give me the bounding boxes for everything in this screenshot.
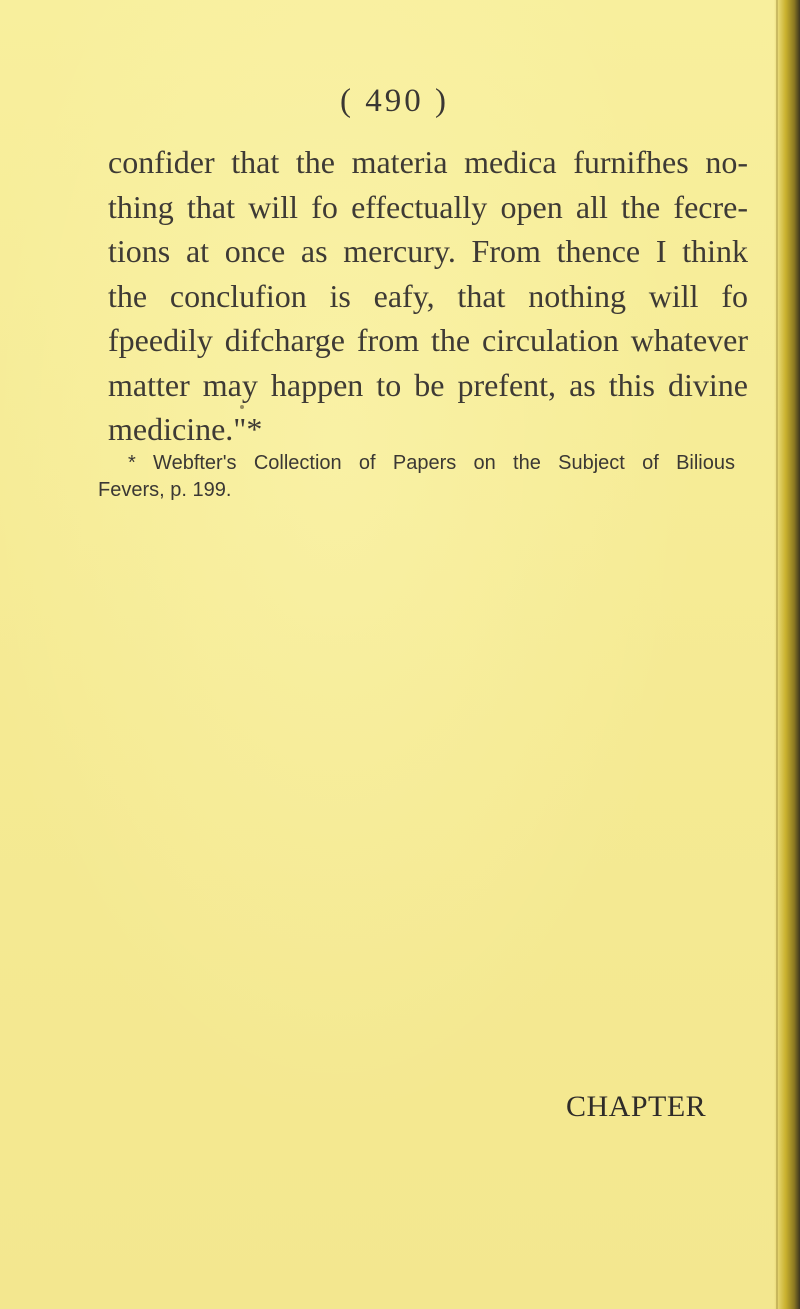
body-line: tions at once as mercury. From thence I think bbox=[108, 233, 748, 269]
body-line: fpeedily difcharge from the circulation whatever bbox=[108, 322, 748, 358]
body-paragraph bbox=[108, 140, 748, 452]
book-spine-edge bbox=[774, 0, 800, 1309]
body-line: confider that the materia medica furnifhes no- bbox=[108, 144, 748, 180]
body-line: thing that will fo effectually open all the fecre- bbox=[108, 188, 748, 225]
footnote bbox=[98, 450, 735, 504]
bleed-through-text bbox=[420, 590, 428, 627]
body-line: medicine."* bbox=[108, 411, 263, 447]
body-line: the conclufion is eafy, that nothing will fo bbox=[108, 277, 748, 314]
catchword: CHAPTER bbox=[566, 1090, 707, 1123]
footnote-line: * Webfter's Collection of Papers on the Subject of Bilious bbox=[128, 452, 735, 474]
body-line: matter may happen to be prefent, as this divine bbox=[108, 366, 748, 403]
page-number: ( 490 ) bbox=[340, 83, 449, 119]
ink-speck bbox=[240, 405, 244, 409]
footnote-line: Fevers, p. 199. bbox=[98, 479, 232, 501]
